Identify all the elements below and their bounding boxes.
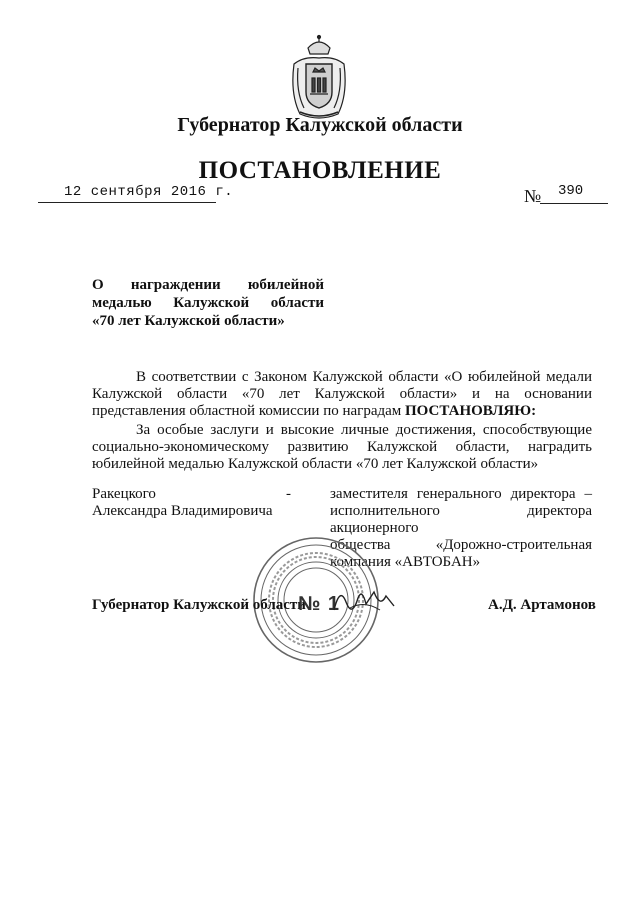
awardee-given-names: Александра Владимировича <box>92 503 273 519</box>
awardee-name <box>92 486 273 520</box>
coat-of-arms-icon <box>286 34 352 122</box>
preamble-text: В соответствии с Законом Калужской области «О юбилейной медали Калужской области «70 лет Калужской области» и на основании представления областной комиссии по наградам <box>92 369 592 419</box>
handwritten-signature <box>330 580 400 620</box>
subject-line-1: О награждении юбилейной <box>92 277 324 293</box>
document-date: 12 сентября 2016 г. <box>64 184 234 200</box>
position-line-1: заместителя генерального директора – <box>330 486 592 502</box>
date-underline <box>38 202 216 203</box>
document-subject <box>92 276 324 330</box>
document-number: 390 <box>558 183 584 199</box>
awardee-dash: - <box>286 486 291 502</box>
position-line-2: исполнительного директора акционерного <box>330 503 592 536</box>
signatory-name: А.Д. Артамонов <box>488 597 596 613</box>
issuing-authority: Губернатор Калужской области <box>177 114 463 136</box>
number-underline <box>540 203 608 204</box>
signatory-title: Губернатор Калужской области <box>92 597 306 613</box>
award-paragraph: За особые заслуги и высокие личные достижения, способствующие социально-экономическому развитию Калужской области, наградить юбилейной медалью Калужской области «70 лет Калужской области» <box>92 422 592 472</box>
subject-line-3: «70 лет Калужской области» <box>92 313 285 329</box>
preamble-paragraph <box>92 369 592 420</box>
position-line-3: общества «Дорожно-строительная <box>330 537 592 553</box>
awardee-surname: Ракецкого <box>92 486 156 502</box>
stamp-number: № 1 <box>298 593 340 615</box>
decree-keyword: ПОСТАНОВЛЯЮ: <box>405 403 537 419</box>
document-type-title: ПОСТАНОВЛЕНИЕ <box>198 157 442 184</box>
number-sign: № <box>524 186 542 206</box>
subject-line-2: медалью Калужской области <box>92 295 324 311</box>
position-line-4: компания «АВТОБАН» <box>330 554 481 570</box>
